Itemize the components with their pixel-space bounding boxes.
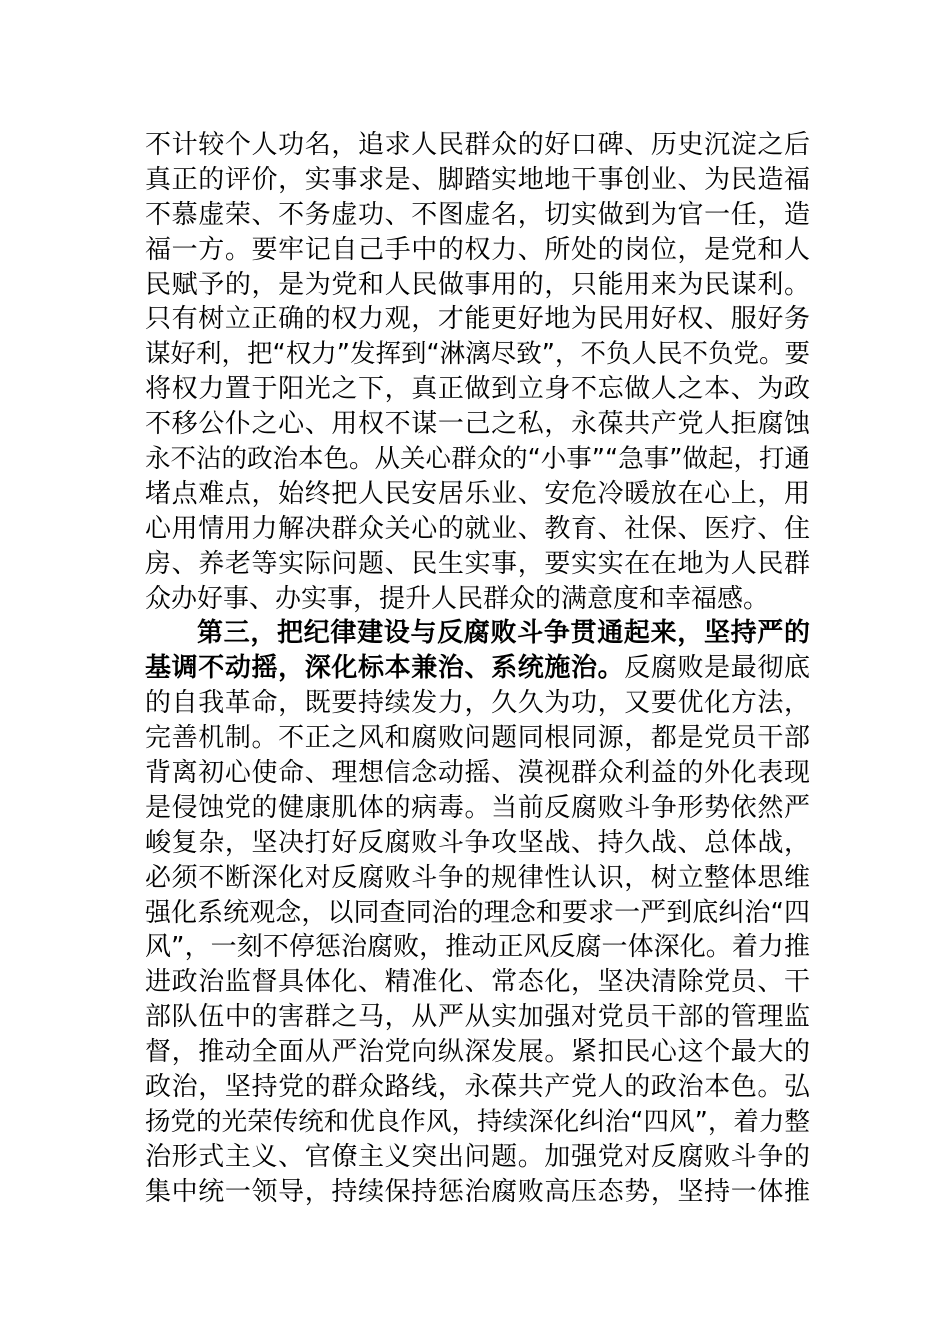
text-line: 峻复杂，坚决打好反腐败斗争攻坚战、持久战、总体战，	[145, 827, 810, 858]
text-line: 福一方。要牢记自己手中的权力、所处的岗位，是党和人	[145, 234, 810, 265]
text-line: 强化系统观念，以同查同治的理念和要求一严到底纠治“四	[145, 897, 810, 928]
text-line: 集中统一领导，持续保持惩治腐败高压态势，坚持一体推	[145, 1176, 810, 1207]
text-line: 将权力置于阳光之下，真正做到立身不忘做人之本、为政	[145, 374, 810, 405]
text-line: 扬党的光荣传统和优良作风，持续深化纠治“四风”，着力整	[145, 1106, 810, 1137]
text-line: 是侵蚀党的健康肌体的病毒。当前反腐败斗争形势依然严	[145, 792, 810, 823]
section-heading-continued: 基调不动摇，深化标本兼治、系统施治。	[145, 653, 625, 684]
text-line: 众办好事、办实事，提升人民群众的满意度和幸福感。	[145, 583, 770, 614]
body-text	[145, 128, 810, 1210]
text-line: 真正的评价，实事求是、脚踏实地地干事创业、为民造福	[145, 164, 810, 195]
paragraph-2	[145, 616, 810, 1209]
text-line: 进政治监督具体化、精准化、常态化，坚决清除党员、干	[145, 967, 810, 998]
text-line: 督，推动全面从严治党向纵深发展。紧扣民心这个最大的	[145, 1037, 810, 1068]
text-line: 的自我革命，既要持续发力，久久为功，又要优化方法，	[145, 688, 810, 719]
text-span: 反腐败是最彻底	[624, 653, 810, 684]
text-line: 政治，坚持党的群众路线，永葆共产党人的政治本色。弘	[145, 1072, 810, 1103]
text-line: 部队伍中的害群之马，从严从实加强对党员干部的管理监	[145, 1002, 810, 1033]
text-line	[145, 651, 810, 686]
text-line: 背离初心使命、理想信念动摇、漠视群众利益的外化表现	[145, 758, 810, 789]
text-line: 必须不断深化对反腐败斗争的规律性认识，树立整体思维	[145, 862, 810, 893]
paragraph-1	[145, 128, 810, 616]
text-line: 谋好利，把“权力”发挥到“淋漓尽致”，不负人民不负党。要	[145, 339, 810, 370]
text-line: 不计较个人功名，追求人民群众的好口碑、历史沉淀之后	[145, 130, 810, 160]
text-line: 房、养老等实际问题、民生实事，要实实在在地为人民群	[145, 548, 810, 579]
text-line: 堵点难点，始终把人民安居乐业、安危冷暖放在心上，用	[145, 478, 810, 509]
text-line: 不慕虚荣、不务虚功、不图虚名，切实做到为官一任，造	[145, 199, 810, 230]
text-line: 民赋予的，是为党和人民做事用的，只能用来为民谋利。	[145, 269, 810, 300]
text-line: 心用情用力解决群众关心的就业、教育、社保、医疗、住	[145, 513, 810, 544]
text-line: 治形式主义、官僚主义突出问题。加强党对反腐败斗争的	[145, 1141, 810, 1172]
section-heading-line	[145, 616, 810, 651]
text-line: 不移公仆之心、用权不谋一己之私，永葆共产党人拒腐蚀	[145, 409, 810, 440]
section-heading: 第三，把纪律建设与反腐败斗争贯通起来，坚持严的	[197, 618, 810, 649]
text-line: 完善机制。不正之风和腐败问题同根同源，都是党员干部	[145, 723, 810, 754]
text-line: 风”，一刻不停惩治腐败，推动正风反腐一体深化。着力推	[145, 932, 810, 963]
text-line: 永不沾的政治本色。从关心群众的“小事”“急事”做起，打通	[145, 444, 810, 475]
text-line: 只有树立正确的权力观，才能更好地为民用好权、服好务	[145, 304, 810, 335]
